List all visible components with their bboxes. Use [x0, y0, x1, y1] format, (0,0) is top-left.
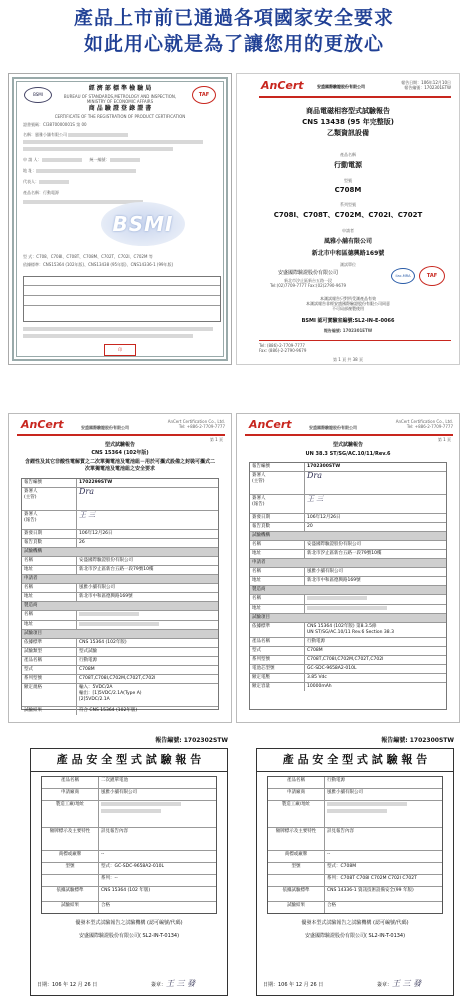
doc4-std: UN 38.3 ST/SG/AC.10/11/Rev.6 [305, 451, 391, 457]
emc-page: 第 1 頁 共 38 頁 [333, 357, 363, 362]
doc3-subtitle: 含鋰性及其它非酸性電解質之二次單獨電池及電池組－用於可攜式設備之封裝可攜式二次單獨電池及電池組之安全要求 [24, 459, 215, 472]
cert-title: 商 品 驗 證 登 錄 證 書 [88, 105, 152, 112]
emc-taf-badge: TAF [419, 266, 445, 286]
doc4-company: 安盛國際驗證股份有限公司 [309, 425, 357, 430]
bsmi-logo: BSMI [24, 87, 52, 103]
emc-standard: CNS 13438 (95 年完整版) [302, 118, 394, 126]
doc3-pages: 26 [79, 540, 85, 545]
bsmi-watermark: BSMI [101, 202, 185, 246]
doc6-row-value: 行動電源 [327, 778, 345, 783]
doc5-row-value: 型式：GC-SDC-9658A2-010L [101, 864, 164, 869]
doc6-row-key: 型號 [268, 863, 325, 874]
emc-report-title: 商品電磁相容型式試驗報告 [306, 107, 390, 115]
doc6-row-value: 合格 [327, 903, 336, 908]
emc-address: 新北市中和區德興路169號 [311, 250, 385, 257]
doc4-std-ref: CNS 15364 (102年版) 第8.3.5條 [307, 624, 377, 629]
doc5-row-key: 申請廠商 [42, 789, 99, 800]
doc4-capacity: 10000mAh [307, 684, 332, 689]
doc5-row-key: 依據試驗標準 [42, 887, 99, 901]
emc-model-label: 型號 [344, 178, 352, 183]
emc-lab-label: 測試單位 [340, 262, 356, 267]
safety-report-powerbank [256, 735, 454, 995]
ilac-logo: ilac-MRA [391, 268, 415, 284]
doc3-title: 型式試驗報告 [104, 442, 135, 448]
safety-report-cell [30, 735, 228, 995]
doc4-cell-no: GC-SDC-9658A2-010L [307, 666, 357, 671]
doc3-ancert-logo: AnCert [21, 418, 64, 431]
emc-report-cover: AnCert 安盛國際驗證股份有限公司 報告日期：106年12月10日 報告編號：1702301ETW 商品電磁相容型式試驗報告 CNS 13438 (95 年完整版) 乙類資訊設備 產品名稱 行動電源 型號 C708M 系列型號 C708I、C708T、C702M、C702I、C702T 申請者 風雅小舖有限公司 新北市中和區德興路169號 測試單位 安盛國際驗證股份有限公司 新北市汐止區新台五路一段 Tel:(02)7709-7777 Fax:(02)2790-9679 ilac-MRA TAF 本測試報告只對所受測產品有效 本測試報告非經安盛國際驗證股份有限公司同意 不可局部複製使用 BSMI 認可實驗室編號:SL2-IN-E-0066 報告編號: 1702301ETW Tel: (886)-2-7709-7777 Fax: (886)-2-2790-9679 第 1 頁 共 38 頁 [236, 73, 460, 365]
doc6-row-key: 試驗結果 [268, 902, 325, 913]
doc4-date: 106年12月26日 [307, 515, 341, 520]
taf-badge: TAF [192, 86, 216, 104]
doc5-row-key: 試驗結果 [42, 902, 99, 913]
doc6-row-key: 額牌標示及主要特性 [268, 828, 325, 850]
doc3-address: 新北市中和區德興路169號 [79, 594, 133, 599]
doc3-company: 安盛國際驗證股份有限公司 [81, 425, 129, 430]
un383-report: AnCert 安盛國際驗證股份有限公司 AnCert Certification Co., Ltd. Tel: +886-2-7709-7777 第 1 頁 型式試驗報告 UN 38.3 ST/SG/AC.10/11/Rev.6 報告編號 1702300STW 簽署人 (主管) Dra 簽署人 (報告) 王 三 簽發日期 106年12月26日 報告頁數 20 試驗機構 名稱 安盛國際驗證股份有限公司 地址 新北市汐止區新台五路一段79號10樓 申請者 名稱 風雅小舖有限公司 地址 新北市中和區德興路169號 製造商 名稱 地址 試驗項目 依據標準 CNS 15364 (102年版) 第8.3.5條 UN ST/SG/AC.10/11 Rev.6 Section 38.3 產品名稱 行動電源 型式 C708M 系列型號 C708T,C708I,C702M,C702T,C702I 電池芯型號 GC-SDC-9658A2-010L 額定電壓 3.85 Vdc 額定容量 10000mAh [236, 413, 460, 723]
doc3-model: C708M [79, 667, 95, 672]
cert-applicant: 風雅小舖有限公司 [35, 132, 67, 137]
emc-product-label: 產品名稱 [340, 152, 356, 157]
doc3-date: 106年12月26日 [79, 531, 113, 536]
ancert-logo: AnCert [261, 79, 304, 92]
doc3-rating: 輸入：5VDC/2A [79, 685, 113, 690]
doc6-row-value: 系列：C708T C708I C702M C702I C702T [327, 876, 417, 881]
doc4-table: 報告編號 1702300STW 簽署人 (主管) Dra 簽署人 (報告) 王 三 簽發日期 106年12月26日 報告頁數 20 試驗機構 名稱 安盛國際驗證股份有限公司 地址 新北市汐止區新台五路一段79號10樓 申請者 名稱 風雅小舖有限公司 地址 新北市中和區德興路169號 製造商 名稱 地址 試驗項目 依據標準 CNS 15364 (102年版) 第8.3.5條 UN ST/SG/AC.10/11 Rev.6 Section 38.3 產品名稱 行動電源 型式 C708M 系列型號 C708T,C708I,C702M,C702T,C702I 電池芯型號 GC-SDC-9658A2-010L 額定電壓 3.85 Vdc 額定容量 10000mAh [249, 462, 447, 710]
doc4-product: 行動電源 [307, 639, 325, 644]
doc5-row-key: 製造工廠/地址 [42, 801, 99, 827]
doc5-lab: 安盛國際驗證股份有限公司( SL2-IN-T-0134) [78, 933, 180, 939]
emc-applicant: 風雅小舖有限公司 [323, 238, 372, 245]
ministry-en: MINISTRY OF ECONOMIC AFFAIRS [86, 99, 154, 104]
cert-title-en: CERTIFICATE OF THE REGISTRATION OF PRODUCT CERTIFICATION [54, 114, 186, 119]
cert-standard: CNS15364 (102年版)、CNS13438 (95年版)、CNS14336-1 (99年版) [43, 262, 174, 267]
doc4-title: 型式試驗報告 [332, 442, 363, 448]
doc6-row-key: 申請廠商 [268, 789, 325, 800]
emc-applicant-label: 申請者 [342, 228, 354, 233]
doc5-row-key: 型號 [42, 863, 99, 874]
doc3-table: 報告編號 1702299STW 簽署人 (主管) Dra 簽署人 (報告) 王 三 簽發日期 106年12月26日 報告頁數 26 試驗機構 名稱 安盛國際驗證股份有限公司 地址 新北市汐止區新台五路一段79號10樓 申請者 名稱 風雅小舖有限公司 地址 新北市中和區德興路169號 製造商 名稱 地址 試驗項目 依據標準 CNS 15364 (102年版) 試驗類型 型式試驗 產品名稱 行動電源 型式 C708M 系列型號 C708T,C708I,C702M,C702T,C702I 額定規格 輸入：5VDC/2A 輸出：[1]5VDC/2.1A(Type A) [2]5VDC/2.1A 試驗結果 符合 CNS 15364 (102年版) [21, 478, 219, 710]
emc-report-no: 報告編號: 1702301ETW [323, 328, 373, 333]
emc-lab: 安盛國際驗證股份有限公司 [277, 270, 338, 276]
cns15364-report: AnCert 安盛國際驗證股份有限公司 AnCert Certification Co., Ltd. Tel: +886-2-7709-7777 第 1 頁 型式試驗報告 CNS 15364 (102年版) 含鋰性及其它非酸性電解質之二次單獨電池及電池組－用於可攜式設備之封裝可攜式二次單獨電池及電池組之安全要求 報告編號 1702299STW 簽署人 (主管) Dra 簽署人 (報告) 王 三 簽發日期 106年12月26日 報告頁數 26 試驗機構 名稱 安盛國際驗證股份有限公司 地址 新北市汐止區新台五路一段79號10樓 申請者 名稱 風雅小舖有限公司 地址 新北市中和區德興路169號 製造商 名稱 地址 試驗項目 依據標準 CNS 15364 (102年版) 試驗類型 型式試驗 產品名稱 行動電源 型式 C708M 系列型號 C708T,C708I,C702M,C702T,C702I 額定規格 輸入：5VDC/2A 輸出：[1]5VDC/2.1A(Type A) [2]5VDC/2.1A 試驗結果 符合 CNS 15364 (102年版) [8, 413, 232, 723]
header-line-2: 如此用心就是為了讓您用的更放心 [83, 33, 384, 55]
doc6-row-key: 製造工廠/地址 [268, 801, 325, 827]
doc3-std: CNS 15364 (102年版) [91, 450, 149, 456]
doc6-signature: 王 三 發 [392, 979, 422, 988]
doc5-row-key: 商標或廠牌 [42, 851, 99, 862]
doc6-row-key: 商標或廠牌 [268, 851, 325, 862]
doc3-report-no: 1702299STW [79, 480, 113, 485]
cert-seal: 印 [104, 344, 136, 356]
emc-model: C708M [334, 186, 362, 194]
doc6-report-no-label: 報告編號: [381, 737, 408, 744]
doc6-row-value: 詳見報告內容 [327, 829, 354, 834]
doc6-row-key [268, 875, 325, 886]
doc5-note: 優發本型式試驗報告之試驗機構 (認可編號/代碼) [75, 920, 183, 926]
doc6-lab: 安盛國際驗證股份有限公司( SL2-IN-T-0134) [304, 933, 406, 939]
cert-model: C708、C708I、C708T、C708M、C702T、C702I、C702M 等 [36, 254, 153, 259]
ancert-company: 安盛國際驗證股份有限公司 [317, 84, 365, 89]
emc-class: 乙類資訊設備 [327, 129, 369, 137]
doc3-applicant: 風雅小舖有限公司 [79, 585, 115, 590]
bsmi-certificate: BSMI TAF 經 濟 部 標 準 檢 驗 局 BUREAU OF STANDARDS,METROLOGY AND INSPECTION, MINISTRY OF ECONOMIC AFFAIRS 商 品 驗 證 登 錄 證 書 CERTIFICATE OF THE REGISTRATION OF PRODUCT CERTIFICATION 證書號碼：CI3870000001S 第 00 名稱：風雅小舖有限公司 申 請 人： 統一編號： 地 址： 代表人： 產品名稱：行動電源 BSMI 型 式：C708、C708I、C708T、C708M、C702T、C702I、C702M 等 依據標準：CNS15364 (102年版)、CNS13438 (95年版)、CNS14336-1 (99年版) 印 [8, 73, 232, 365]
cert-table [23, 276, 221, 322]
header-line-1: 產品上市前已通過各項國家安全要求 [73, 7, 394, 29]
emc-series: C708I、C708T、C702M、C702I、C702T [273, 211, 423, 219]
doc5-row-value: 詳見報告內容 [101, 829, 128, 834]
doc6-date: 日期：106 年 12 月 26 日 [263, 982, 324, 988]
doc6-row-key: 依據試驗標準 [268, 887, 325, 901]
doc4-address: 新北市中和區德興路169號 [307, 578, 361, 583]
emc-product: 行動電源 [334, 161, 362, 169]
doc6-row-value: 風雅小舖有限公司 [327, 790, 363, 795]
doc5-row-key [42, 875, 99, 886]
doc5-row-value: 風雅小舖有限公司 [101, 790, 137, 795]
doc4-std-ref2: UN ST/SG/AC.10/11 Rev.6 Section 38.3 [307, 630, 394, 635]
ministry-title: 經 濟 部 標 準 檢 驗 局 [88, 85, 152, 92]
emc-bsmi-no: BSMI 認可實驗室編號:SL2-IN-E-0066 [301, 318, 395, 324]
doc5-row-value: 合格 [101, 903, 110, 908]
doc6-row-value: -- [327, 852, 331, 857]
doc4-report-no: 1702300STW [307, 464, 341, 469]
doc5-row-key: 額牌標示及主要特性 [42, 828, 99, 850]
doc5-report-no-label: 報告編號: [155, 737, 182, 744]
doc6-report-no: 1702300STW [409, 737, 454, 744]
doc5-report-no: 1702302STW [183, 737, 228, 744]
doc3-product: 行動電源 [79, 658, 97, 663]
doc3-rating2: 輸出：[1]5VDC/2.1A(Type A) [79, 691, 142, 696]
doc3-series: C708T,C708I,C702M,C702T,C702I [79, 676, 156, 681]
doc5-title: 產 品 安 全 型 式 試 驗 報 告 [31, 749, 227, 772]
doc4-ancert-logo: AnCert [249, 418, 292, 431]
cert-no: CI3870000001S 第 00 [43, 122, 87, 127]
doc5-row-value: 系列：-- [101, 876, 118, 881]
doc4-voltage: 3.85 Vdc [307, 675, 327, 680]
doc6-note: 優發本型式試驗報告之試驗機構 (認可編號/代碼) [301, 920, 409, 926]
doc5-row-value: -- [101, 852, 105, 857]
doc3-rating3: [2]5VDC/2.1A [79, 697, 110, 702]
doc5-sign-label: 簽章： [151, 982, 167, 988]
doc4-series: C708T,C708I,C702M,C702T,C702I [307, 657, 384, 662]
doc6-row-value: CNS 14336-1 資訊技術設備安全(99 年版) [327, 888, 414, 893]
doc5-row-key: 產品名稱 [42, 777, 99, 788]
doc6-row-value: 型式：C708M [327, 864, 357, 869]
doc5-signature: 王 三 發 [166, 979, 196, 988]
doc4-model: C708M [307, 648, 323, 653]
cert-product: 行動電源 [43, 190, 59, 195]
doc6-sign-label: 簽章： [377, 982, 393, 988]
doc5-date: 日期：106 年 12 月 26 日 [37, 982, 98, 988]
cert-body-lines: 名稱：風雅小舖有限公司 申 請 人： 統一編號： 地 址： 代表人： 產品名稱：行動電源 [23, 132, 219, 204]
doc5-row-value: CNS 15364 (102 年版) [101, 888, 151, 893]
doc6-title: 產 品 安 全 型 式 試 驗 報 告 [257, 749, 453, 772]
doc4-applicant: 風雅小舖有限公司 [307, 569, 343, 574]
doc6-row-key: 產品名稱 [268, 777, 325, 788]
bureau-en: BUREAU OF STANDARDS,METROLOGY AND INSPECTION, [63, 94, 177, 99]
page-header [0, 0, 468, 62]
doc5-row-value: 二次鋰單電池 [101, 778, 128, 783]
emc-series-label: 系列型號 [340, 202, 356, 207]
cert-no-label: 證書號碼： [23, 122, 43, 127]
